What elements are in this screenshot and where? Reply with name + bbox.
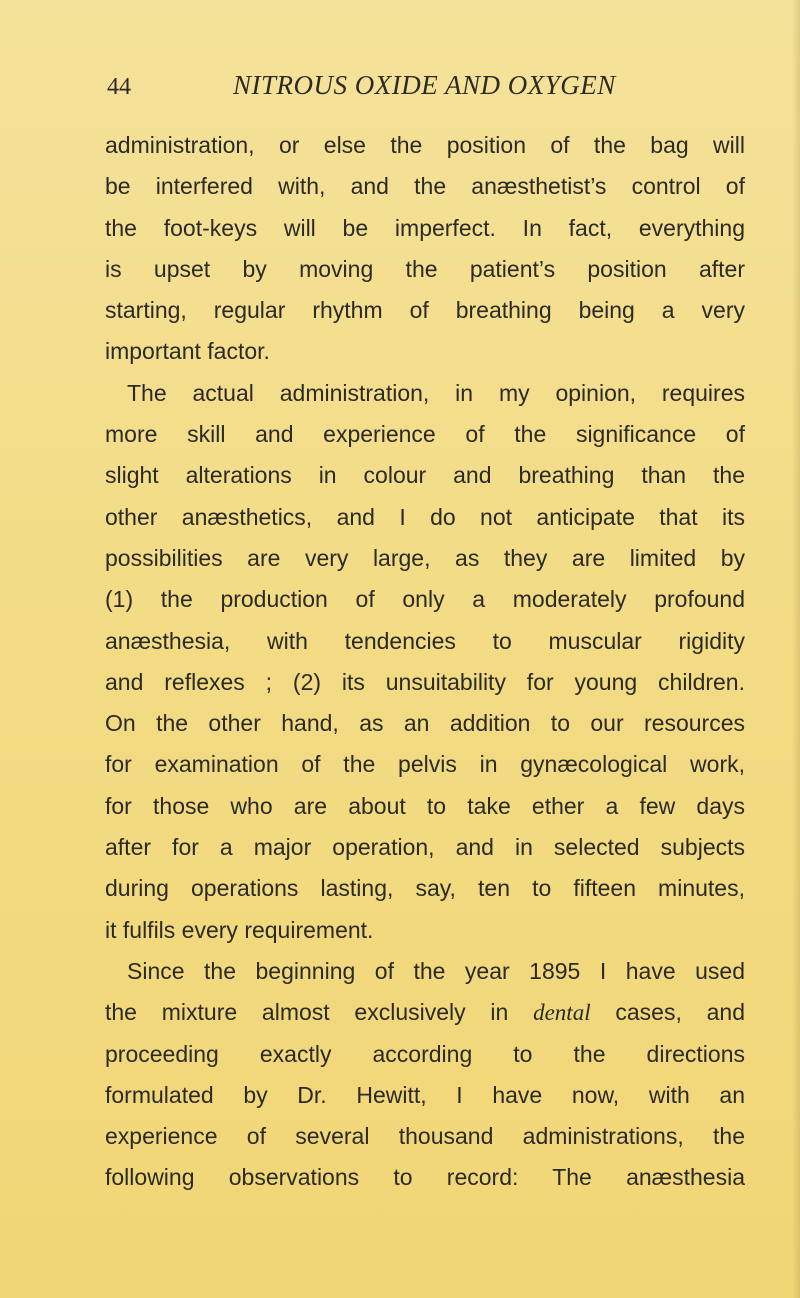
text-line: it fulfils every requirement. — [105, 916, 374, 943]
page-number: 44 — [107, 74, 131, 100]
running-head: NITROUS OXIDE AND OXYGEN — [233, 70, 616, 100]
page-header — [0, 66, 800, 106]
text-line: proceeding exactly according to the directions — [105, 1040, 745, 1067]
text-line: important factor. — [105, 338, 270, 365]
text-line: during operations lasting, say, ten to fifteen minutes, — [105, 875, 745, 902]
text-line: be interfered with, and the anæsthetist’s control of — [105, 173, 745, 200]
text-line: the mixture almost exclusively in dental cases, and — [105, 999, 745, 1026]
text-line: anæsthesia, with tendencies to muscular rigidity — [105, 627, 745, 654]
page-edge-shadow — [792, 0, 800, 1298]
text-line: for examination of the pelvis in gynæcological work, — [105, 751, 745, 778]
text-line: administration, or else the position of the bag will — [105, 132, 745, 158]
text-line: more skill and experience of the significance of — [105, 421, 745, 448]
text-line: formulated by Dr. Hewitt, I have now, with an — [105, 1081, 745, 1108]
text-line: possibilities are very large, as they are limited by — [105, 544, 745, 571]
text-line: is upset by moving the patient’s position after — [105, 255, 745, 282]
body-text — [105, 125, 745, 1199]
text-line: On the other hand, as an addition to our resources — [105, 710, 745, 737]
text-line: the foot-keys will be imperfect. In fact, everything — [105, 214, 745, 241]
text-line: and reflexes ; (2) its unsuitability for young children. — [105, 668, 745, 695]
text-line: Since the beginning of the year 1895 I have used — [127, 957, 745, 984]
text-line: starting, regular rhythm of breathing being a very — [105, 297, 745, 324]
text-line: experience of several thousand administrations, the — [105, 1123, 745, 1150]
text-line: after for a major operation, and in selected subjects — [105, 834, 745, 861]
text-line: following observations to record: The anæsthesia — [105, 1164, 745, 1191]
text-line: for those who are about to take ether a few days — [105, 792, 745, 819]
text-line: The actual administration, in my opinion, requires — [127, 379, 745, 406]
text-line: (1) the production of only a moderately profound — [105, 586, 745, 613]
text-line: slight alterations in colour and breathing than the — [105, 462, 745, 489]
emphasis: dental — [533, 1000, 591, 1026]
text-line: other anæsthetics, and I do not anticipate that its — [105, 503, 745, 530]
